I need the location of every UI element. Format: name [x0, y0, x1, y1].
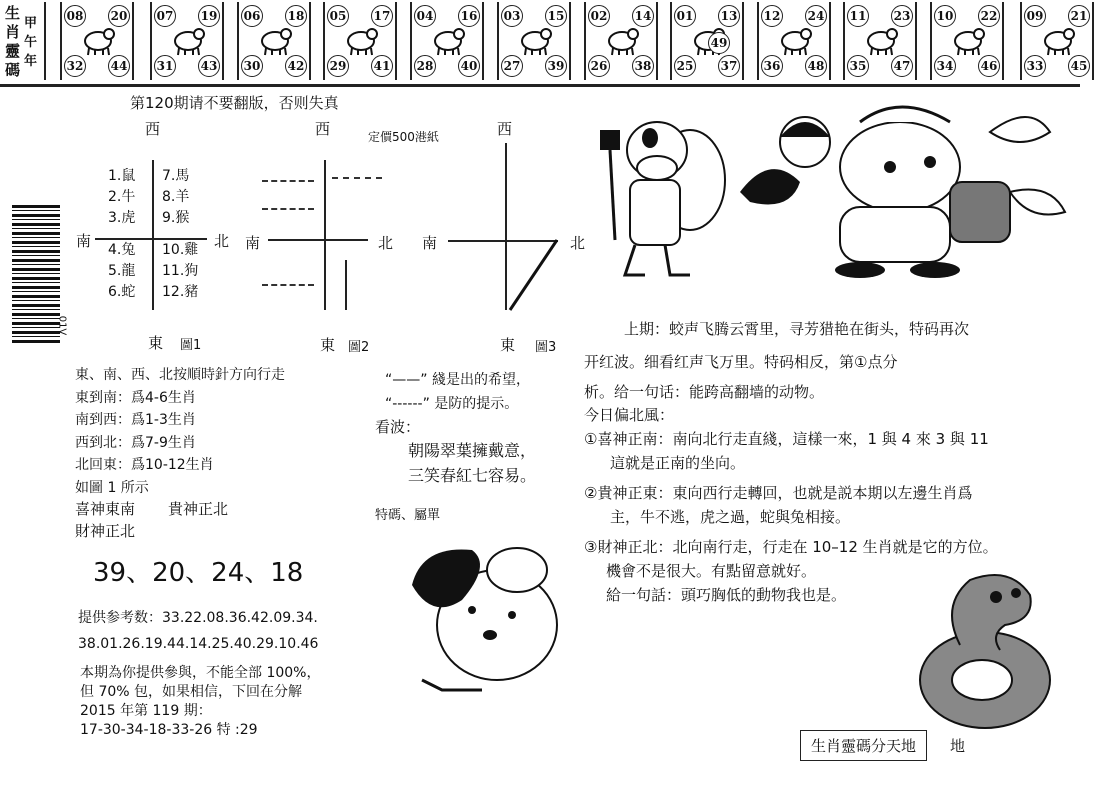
zodiac-number: 17 — [371, 5, 393, 27]
zodiac-number: 01 — [674, 5, 696, 27]
zodiac-list-left-item: 1.鼠 — [108, 168, 136, 184]
zodiac-number: 28 — [414, 55, 436, 77]
wave-label: 看波： — [375, 418, 421, 436]
promo-text — [80, 664, 320, 740]
zodiac-number: 30 — [241, 55, 263, 77]
text-line: 給一句話：頭巧胸低的動物我也是。 — [606, 586, 847, 604]
zodiac-list-right-item: 10.雞 — [162, 242, 199, 258]
fig2-label: 圖2 — [348, 340, 370, 355]
zodiac-number: 48 — [805, 55, 827, 77]
zodiac-number: 09 — [1024, 5, 1046, 27]
zodiac-cell — [584, 2, 658, 80]
fig2-south: 南 — [245, 234, 261, 252]
last-issue-text — [584, 313, 969, 405]
zodiac-number: 04 — [414, 5, 436, 27]
zodiac-list-left — [108, 166, 135, 303]
title-vertical-b: 甲午年 — [24, 16, 38, 69]
fig1-south: 南 — [76, 232, 92, 250]
zodiac-cell — [757, 2, 831, 80]
text-line: ①喜神正南：南向北行走直綫，這樣一來，1 與 4 來 3 與 11 — [584, 430, 989, 448]
text-line: ②貴神正東：東向西行走轉回，也就是説本期以左邊生肖爲 — [584, 484, 973, 502]
zodiac-cell — [930, 2, 1004, 80]
zodiac-number: 23 — [891, 5, 913, 27]
barcode-text: 01V — [56, 315, 68, 336]
zodiac-list-right-item: 11.狗 — [162, 263, 199, 279]
fig3-east: 東 — [500, 336, 516, 354]
zodiac-number: 35 — [847, 55, 869, 77]
zodiac-number: 32 — [64, 55, 86, 77]
zodiac-number: 25 — [674, 55, 696, 77]
zodiac-number: 34 — [934, 55, 956, 77]
rabbit-icon — [343, 24, 379, 56]
fig1-north: 北 — [214, 232, 230, 250]
text-line: 這就是正南的坐向。 — [610, 454, 746, 472]
ref-line: 38.01.26.19.44.14.25.40.29.10.46 — [78, 636, 319, 652]
strip-title — [2, 2, 46, 80]
zodiac-number: 37 — [718, 55, 740, 77]
zodiac-cell — [150, 2, 224, 80]
zodiac-number: 10 — [934, 5, 956, 27]
legend-dashed: “------” 是防的提示。 — [385, 396, 519, 412]
direction-rules-item: 如圖 1 所示 — [75, 479, 149, 496]
zodiac-number: 18 — [285, 5, 307, 27]
rooster-icon — [863, 24, 899, 56]
zodiac-number: 08 — [64, 5, 86, 27]
zodiac-number: 03 — [501, 5, 523, 27]
title-vertical-a: 生肖靈碼 — [5, 4, 21, 79]
zodiac-list-left-item: 4.兔 — [108, 242, 136, 258]
zodiac-number: 41 — [371, 55, 393, 77]
special-note: 特碼、屬單 — [375, 508, 441, 523]
fig1-vertical-axis — [152, 160, 154, 310]
zodiac-list-left-item: 2.牛 — [108, 189, 136, 205]
barcode — [12, 205, 60, 345]
direction-rules-item: 南到西：爲1-3生肖 — [75, 412, 196, 428]
fig2-dash — [262, 180, 314, 182]
dragon-icon — [430, 24, 466, 56]
pig-icon — [1040, 24, 1076, 56]
zodiac-number: 15 — [545, 5, 567, 27]
issue-note: 第120期请不要翻版，否则失真 — [130, 94, 339, 112]
zodiac-number: 46 — [978, 55, 1000, 77]
text-line: 主，牛不逃，虎之過，蛇與兔相接。 — [610, 508, 851, 526]
direction-rules — [75, 364, 285, 499]
fig2-vertical-axis — [324, 160, 326, 310]
promo-text-item: 但 70% 包，如果相信，下回在分解 — [80, 684, 303, 700]
price-note: 定價500港紙 — [368, 130, 439, 144]
fig3-diagonal-line — [505, 238, 565, 313]
zodiac-cell — [843, 2, 917, 80]
zodiac-list-right-item: 7.馬 — [162, 168, 190, 184]
zodiac-cell — [497, 2, 571, 80]
zodiac-number: 42 — [285, 55, 307, 77]
main-numbers: 39、20、24、18 — [93, 558, 304, 588]
zodiac-cell — [410, 2, 484, 80]
zodiac-number: 20 — [108, 5, 130, 27]
zodiac-list-right-item: 9.猴 — [162, 210, 190, 226]
ox-icon — [170, 24, 206, 56]
tiger-icon — [257, 24, 293, 56]
fig2-east: 東 — [320, 336, 336, 354]
zodiac-number: 13 — [718, 5, 740, 27]
zodiac-number: 44 — [108, 55, 130, 77]
rat-icon — [80, 24, 116, 56]
fig3-west: 西 — [497, 120, 513, 138]
zodiac-number: 24 — [805, 5, 827, 27]
zodiac-list-right — [162, 166, 198, 303]
text-line: ③財神正北：北向南行走，行走在 10–12 生肖就是它的方位。 — [584, 538, 998, 556]
direction-rules-item: 北回東：爲10-12生肖 — [75, 457, 214, 473]
poem-line: 朝陽翠葉擁戴意， — [408, 441, 537, 460]
monkey-icon — [777, 24, 813, 56]
fig3-north: 北 — [570, 234, 586, 252]
footer-title-box: 生肖靈碼分天地 — [800, 730, 927, 761]
direction-rules-item: 東、南、西、北按順時針方向行走 — [75, 367, 285, 383]
zodiac-number: 45 — [1068, 55, 1090, 77]
zodiac-cell — [323, 2, 397, 80]
snake-icon — [517, 24, 553, 56]
ref-line: 提供参考数：33.22.08.36.42.09.34. — [78, 610, 318, 626]
zodiac-number-strip — [0, 0, 1088, 87]
zodiac-number: 31 — [154, 55, 176, 77]
zodiac-list-right-item: 12.豬 — [162, 284, 199, 300]
dog-icon — [950, 24, 986, 56]
zodiac-number: 19 — [198, 5, 220, 27]
zodiac-number: 11 — [847, 5, 869, 27]
fig1-west: 西 — [145, 120, 161, 138]
text-line: 今日偏北風： — [584, 406, 675, 424]
zodiac-list-right-item: 8.羊 — [162, 189, 190, 205]
zodiac-list-left-item: 3.虎 — [108, 210, 136, 226]
dog-illustration — [402, 540, 562, 700]
ox-traveler-illustration — [595, 100, 730, 280]
reference-numbers — [78, 605, 318, 657]
zodiac-number: 16 — [458, 5, 480, 27]
god-xi: 喜神東南 — [75, 500, 136, 518]
zodiac-number: 21 — [1068, 5, 1090, 27]
promo-text-item: 本期為你提供參與，不能全部 100%， — [80, 665, 321, 681]
god-cai: 財神正北 — [75, 522, 136, 540]
wave-poem — [408, 438, 536, 488]
zodiac-number: 47 — [891, 55, 913, 77]
fig2-north: 北 — [378, 234, 394, 252]
zodiac-cell — [60, 2, 134, 80]
zodiac-number: 07 — [154, 5, 176, 27]
text-line: 上期：蛟声飞腾云霄里，寻芳猎艳在街头，特码再次 — [624, 320, 970, 338]
zodiac-number: 26 — [588, 55, 610, 77]
snake-illustration — [900, 565, 1060, 735]
footer-side: 地 — [950, 737, 966, 755]
text-line: 开红波。细看红声飞万里。特码相反，第①点分 — [584, 353, 898, 371]
legend-solid: “——” 綫是出的希望， — [385, 372, 530, 388]
fig2-dash — [262, 208, 314, 210]
text-line: 析。给一句话：能跨高翻墙的动物。 — [584, 383, 825, 401]
fig1-label: 圖1 — [180, 338, 202, 353]
fig2-dash — [332, 177, 382, 179]
zodiac-number: 12 — [761, 5, 783, 27]
god-gui: 貴神正北 — [168, 500, 229, 518]
horse-icon — [604, 24, 640, 56]
zodiac-number: 49 — [708, 32, 730, 54]
poem-line: 三笑春紅七容易。 — [408, 466, 537, 485]
fig2-sub-line — [345, 260, 347, 310]
zodiac-list-left-item: 6.蛇 — [108, 284, 136, 300]
zodiac-list-left-item: 5.龍 — [108, 263, 136, 279]
zodiac-number: 43 — [198, 55, 220, 77]
fig3-south: 南 — [422, 234, 438, 252]
zodiac-number: 33 — [1024, 55, 1046, 77]
fig2-west: 西 — [315, 120, 331, 138]
zodiac-cell — [670, 2, 744, 80]
promo-text-item: 17-30-34-18-33-26 特 :29 — [80, 722, 258, 738]
zodiac-number: 02 — [588, 5, 610, 27]
zodiac-number: 39 — [545, 55, 567, 77]
zodiac-number: 22 — [978, 5, 1000, 27]
zodiac-number: 40 — [458, 55, 480, 77]
zodiac-cell — [237, 2, 311, 80]
zodiac-cell — [1020, 2, 1094, 80]
zodiac-number: 29 — [327, 55, 349, 77]
zodiac-number: 14 — [632, 5, 654, 27]
zodiac-number: 05 — [327, 5, 349, 27]
children-ox-illustration — [730, 92, 1075, 282]
fig1-east: 東 — [148, 334, 164, 352]
zodiac-number: 06 — [241, 5, 263, 27]
zodiac-number: 27 — [501, 55, 523, 77]
zodiac-number: 38 — [632, 55, 654, 77]
legend — [385, 368, 530, 416]
fig2-dash — [262, 284, 314, 286]
direction-rules-item: 西到北：爲7-9生肖 — [75, 434, 196, 451]
fig3-label: 圖3 — [535, 340, 557, 355]
zodiac-number: 36 — [761, 55, 783, 77]
fig2-horizontal-axis — [268, 239, 368, 241]
promo-text-item: 2015 年第 119 期： — [80, 703, 212, 719]
text-line: 機會不是很大。有點留意就好。 — [606, 562, 817, 580]
direction-rules-item: 東到南：爲4-6生肖 — [75, 389, 196, 406]
